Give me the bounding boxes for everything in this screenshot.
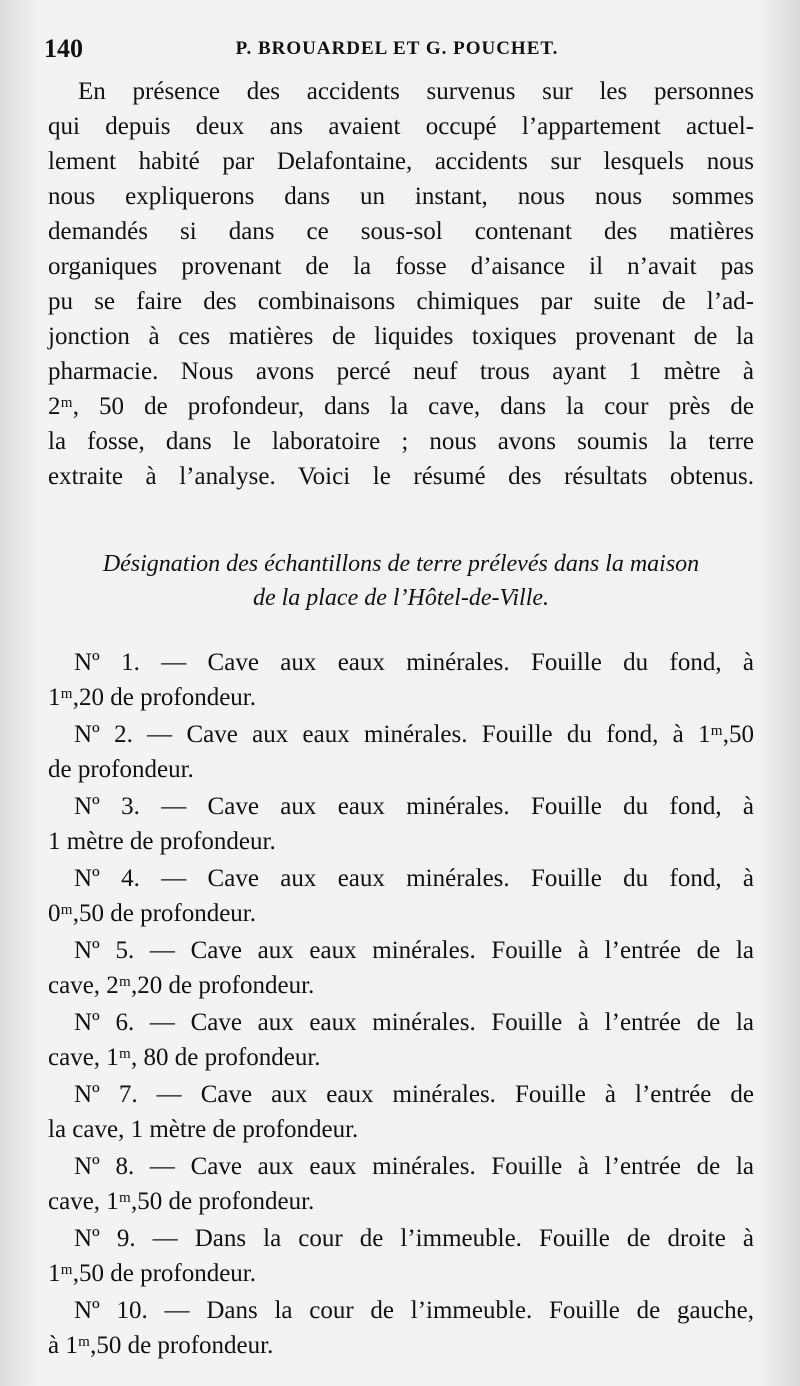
paragraph-line: pu se faire des combinaisons chimiques par suite de l’ad- xyxy=(48,288,754,315)
paragraph-line: demandés si dans ce sous-sol contenant des matières xyxy=(48,218,754,245)
paragraph-line: qui depuis deux ans avaient occupé l’appartement actuel- xyxy=(48,113,754,140)
sample-line: de profondeur. xyxy=(48,756,194,783)
sample-entry xyxy=(48,1149,754,1219)
sample-line: Nº 7. — Cave aux eaux minérales. Fouille à l’entrée de xyxy=(74,1081,754,1108)
running-head: P. BROUARDEL ET G. POUCHET. xyxy=(235,38,559,59)
sample-line: la cave, 1 mètre de profondeur. xyxy=(48,1116,359,1143)
sample-line: à 1ᵐ,50 de profondeur. xyxy=(48,1332,274,1359)
page-number: 140 xyxy=(44,34,83,63)
paragraph-line: nous expliquerons dans un instant, nous nous sommes xyxy=(48,183,754,210)
sample-line: Nº 4. — Cave aux eaux minérales. Fouille du fond, à xyxy=(74,865,754,892)
sample-line: Nº 9. — Dans la cour de l’immeuble. Fouille de droite à xyxy=(74,1225,754,1252)
page-header xyxy=(44,34,750,74)
sample-line: Nº 2. — Cave aux eaux minérales. Fouille du fond, à 1ᵐ,50 xyxy=(74,721,754,748)
sample-line: 1ᵐ,20 de profondeur. xyxy=(48,684,257,711)
sample-line: 1ᵐ,50 de profondeur. xyxy=(48,1260,257,1287)
sample-entry xyxy=(48,1005,754,1075)
intro-paragraph xyxy=(48,74,754,494)
caption-line: de la place de l’Hôtel-de-Ville. xyxy=(252,585,550,611)
sample-line: cave, 2ᵐ,20 de profondeur. xyxy=(48,972,315,999)
sample-line: 1 mètre de profondeur. xyxy=(48,828,276,855)
sample-entry xyxy=(48,789,754,859)
paragraph-line: lement habité par Delafontaine, accidents sur lesquels nous xyxy=(48,148,754,175)
paragraph-line: En présence des accidents survenus sur les personnes xyxy=(78,78,754,105)
section-caption xyxy=(48,547,754,615)
sample-line: cave, 1ᵐ, 80 de profondeur. xyxy=(48,1044,321,1071)
sample-entry xyxy=(48,1221,754,1291)
paragraph-line: extraite à l’analyse. Voici le résumé des résultats obtenus. xyxy=(48,463,754,490)
sample-entry xyxy=(48,645,754,715)
sample-line: Nº 5. — Cave aux eaux minérales. Fouille à l’entrée de la xyxy=(74,937,754,964)
paragraph-line: la fosse, dans le laboratoire ; nous avons soumis la terre xyxy=(48,428,754,455)
paragraph-line: jonction à ces matières de liquides toxiques provenant de la xyxy=(48,323,754,350)
sample-entry xyxy=(48,861,754,931)
sample-entry xyxy=(48,1077,754,1147)
sample-entry xyxy=(48,717,754,787)
sample-list xyxy=(48,645,754,1365)
paragraph-line: 2ᵐ, 50 de profondeur, dans la cave, dans la cour près de xyxy=(48,393,754,420)
caption-line: Désignation des échantillons de terre prélevés dans la maison xyxy=(102,551,700,577)
sample-entry xyxy=(48,933,754,1003)
sample-line: Nº 1. — Cave aux eaux minérales. Fouille du fond, à xyxy=(74,649,754,676)
sample-line: 0ᵐ,50 de profondeur. xyxy=(48,900,257,927)
paragraph-line: organiques provenant de la fosse d’aisance il n’avait pas xyxy=(48,253,754,280)
paragraph-line: pharmacie. Nous avons percé neuf trous ayant 1 mètre à xyxy=(48,358,754,385)
sample-line: Nº 8. — Cave aux eaux minérales. Fouille à l’entrée de la xyxy=(74,1153,754,1180)
sample-line: Nº 6. — Cave aux eaux minérales. Fouille à l’entrée de la xyxy=(74,1009,754,1036)
sample-line: cave, 1ᵐ,50 de profondeur. xyxy=(48,1188,315,1215)
sample-line: Nº 3. — Cave aux eaux minérales. Fouille du fond, à xyxy=(74,793,754,820)
sample-entry xyxy=(48,1293,754,1363)
sample-line: Nº 10. — Dans la cour de l’immeuble. Fouille de gauche, xyxy=(74,1297,754,1324)
